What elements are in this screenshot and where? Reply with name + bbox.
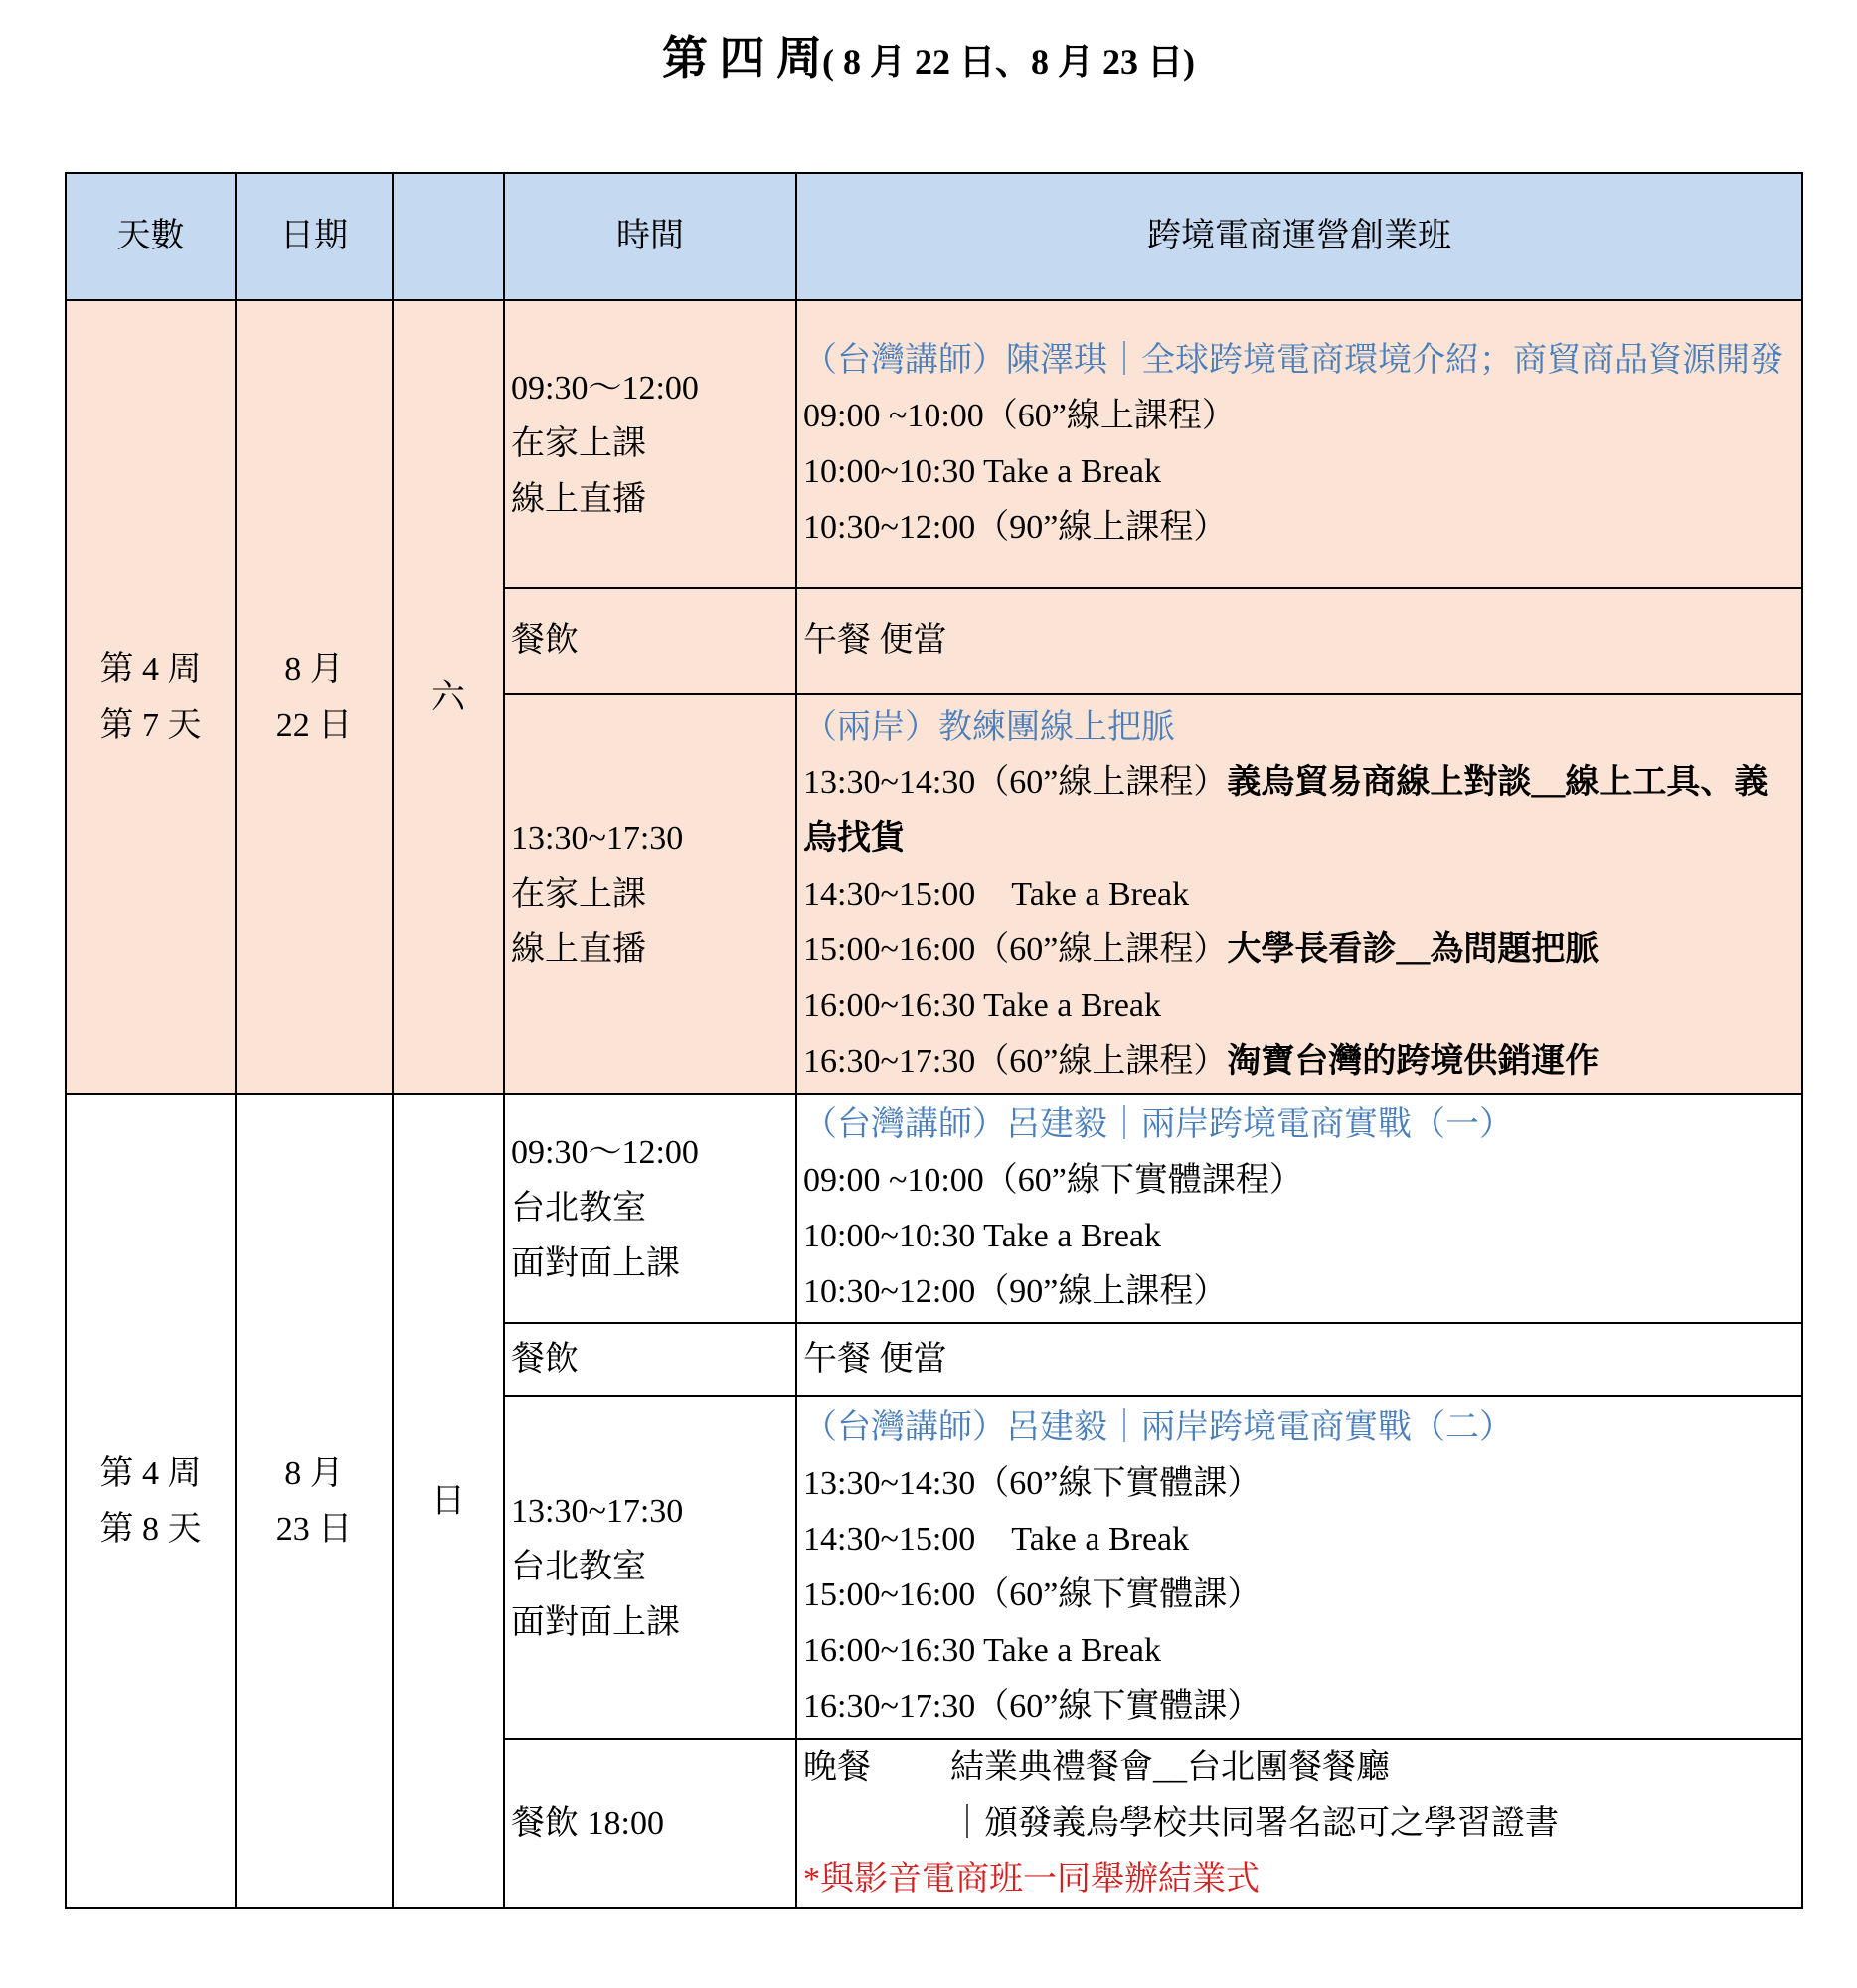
day1-date-cell: 8 月 22 日 (236, 300, 393, 1094)
day2-date-cell: 8 月 23 日 (236, 1094, 393, 1908)
list-item: 14:30~15:00 Take a Break (803, 875, 1190, 912)
day2-morning-time: 09:30～12:00 台北教室 面對面上課 (504, 1094, 796, 1323)
day1-afternoon-content (796, 694, 1802, 1094)
day2-weekday-cell: 日 (393, 1094, 504, 1908)
day2-dinner-time: 餐飲 18:00 (504, 1739, 796, 1908)
day2-days-cell: 第 4 周 第 8 天 (66, 1094, 236, 1908)
day2-dinner-content: 晚餐 結業典禮餐會__台北團餐餐廳 ｜頒發義烏學校共同署名認可之學習證書 *與影音電商班一同舉辦結業式 (796, 1739, 1802, 1908)
day2-meal-time: 餐飲 (504, 1323, 796, 1396)
day2-afternoon-content: （台灣講師）呂建毅｜兩岸跨境電商實戰（二） 13:30~14:30（60”線下實體課） 14:30~15:00 Take a Break 15:00~16:00（60”線下實體課） 16:00~16:30 Take a Break 16:30~17:30（60”線下實體課） (796, 1396, 1802, 1739)
ceremony-note: *與影音電商班一同舉辦結業式 (803, 1860, 1260, 1898)
day1-morning-time: 09:30～12:00 在家上課 線上直播 (504, 300, 796, 588)
session-title: （台灣講師）呂建毅｜兩岸跨境電商實戰（二） (803, 1408, 1513, 1446)
header-days: 天數 (66, 173, 236, 300)
list-item: 15:00~16:00（60”線上課程）大學長看診__為問題把脈 (803, 930, 1600, 968)
day2-morning-content: （台灣講師）呂建毅｜兩岸跨境電商實戰（一） 09:00 ~10:00（60”線下實體課程） 10:00~10:30 Take a Break 10:30~12:00（90”線上課程） (796, 1094, 1802, 1323)
list-item: 16:30~17:30（60”線上課程）淘寶台灣的跨境供銷運作 (803, 1042, 1600, 1079)
day1-morning-content: （台灣講師）陳澤琪｜全球跨境電商環境介紹；商貿商品資源開發 09:00 ~10:00（60”線上課程） 10:00~10:30 Take a Break 10:30~12:00（90”線上課程） (796, 300, 1802, 588)
list-item: 16:00~16:30 Take a Break (803, 986, 1162, 1024)
day1-meal-content: 午餐 便當 (796, 588, 1802, 694)
list-item: 13:30~14:30（60”線上課程）義烏貿易商線上對談__線上工具、義烏找貨 (803, 763, 1769, 857)
day1-meal-time: 餐飲 (504, 588, 796, 694)
page-title (0, 22, 1857, 87)
title-main: 第 四 周 (662, 33, 822, 83)
session-title: （台灣講師）陳澤琪｜全球跨境電商環境介紹；商貿商品資源開發 (803, 342, 1783, 379)
day1-weekday-cell: 六 (393, 300, 504, 1094)
day2-afternoon-time: 13:30~17:30 台北教室 面對面上課 (504, 1396, 796, 1739)
title-dates: ( 8 月 22 日、8 月 23 日) (822, 42, 1195, 82)
header-course: 跨境電商運營創業班 (796, 173, 1802, 300)
day1-afternoon-time: 13:30~17:30 在家上課 線上直播 (504, 694, 796, 1094)
table-row (66, 300, 1802, 588)
day2-meal-content: 午餐 便當 (796, 1323, 1802, 1396)
header-date: 日期 (236, 173, 393, 300)
schedule-table (65, 172, 1803, 1909)
table-row (66, 1094, 1802, 1323)
header-row (66, 173, 1802, 300)
header-weekday (393, 173, 504, 300)
list-item: 14:30~15:00 Take a Break (803, 1520, 1190, 1558)
session-title: （台灣講師）呂建毅｜兩岸跨境電商實戰（一） (803, 1106, 1513, 1143)
header-time: 時間 (504, 173, 796, 300)
day1-days-cell: 第 4 周 第 7 天 (66, 300, 236, 1094)
session-title: （兩岸）教練團線上把脈 (803, 708, 1175, 746)
